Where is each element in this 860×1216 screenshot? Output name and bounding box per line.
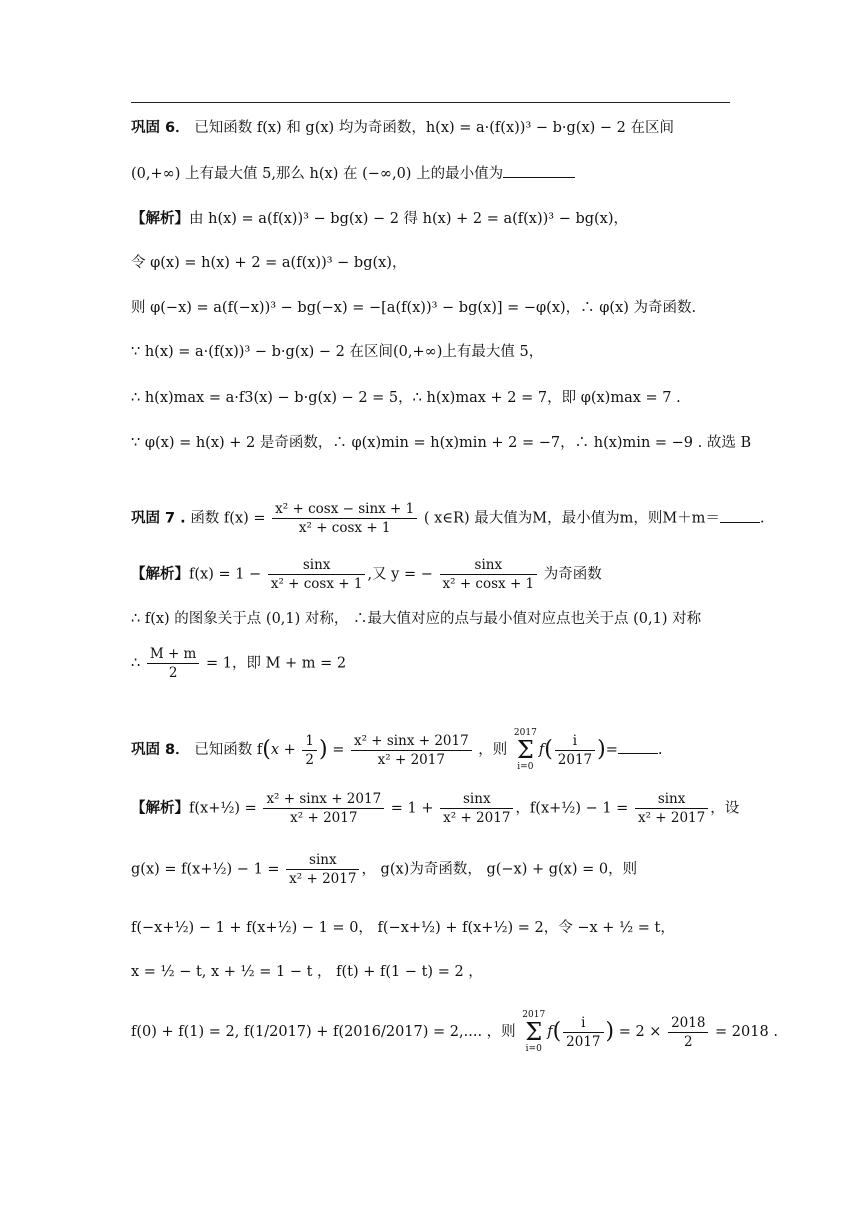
fraction: $\frac{\sin x}{\text{x² + 2017}}$: [286, 851, 359, 888]
problem8-text: 已知函数 f: [194, 742, 263, 758]
solution-text: 为奇函数: [543, 566, 602, 583]
fraction-numerator: 2018: [668, 1014, 708, 1033]
solution-text: ，f(x+½) − 1 =: [515, 800, 629, 817]
problem6-text-line1: 已知函数 f(x) 和 g(x) 均为奇函数，h(x) = a·(f(x))³ − b·g(x) − 2 在区间: [194, 120, 674, 136]
problem7-solution-line2: [131, 608, 701, 630]
problem8-solution-line4: [131, 961, 483, 983]
fraction: [263, 790, 384, 827]
problem6-statement-line1: [131, 117, 674, 139]
solution-text: f(x) = 1 −: [189, 566, 262, 583]
fraction-numerator: x² + cosx − sinx + 1: [272, 500, 417, 519]
problem8-solution-line3: [131, 917, 675, 939]
solution-text: ,又 y = −: [367, 566, 433, 583]
fraction-denominator: 2: [683, 1033, 693, 1050]
problem7-text: ( x∈R) 最大值为M，最小值为m，则M＋m＝: [423, 510, 720, 527]
solution-text: ∴: [131, 655, 141, 672]
fraction: [268, 556, 366, 593]
problem7-solution-line1: [131, 556, 602, 593]
fraction-denominator: x² + 2017: [443, 810, 511, 826]
fraction-numerator: sinx: [440, 556, 538, 575]
problem8-text: =: [605, 742, 618, 758]
fraction-denominator: 2017: [557, 751, 593, 768]
problem6-solution-line6: [131, 432, 751, 454]
fraction: [555, 732, 595, 769]
fraction-denominator: 2017: [566, 1033, 601, 1050]
fraction: [147, 645, 200, 682]
answer-blank[interactable]: [720, 508, 760, 523]
summation: 2017 Σ i=0: [513, 728, 537, 772]
problem8-text: ，则: [478, 742, 508, 758]
fraction-denominator: x² + 2017: [290, 810, 358, 826]
fraction-denominator: 2: [168, 665, 178, 681]
fraction-numerator: i: [555, 732, 595, 751]
fraction: [563, 1014, 603, 1051]
problem6-solution-line2: [131, 252, 406, 274]
fraction-denominator: x² + 2017: [289, 871, 357, 887]
solution-text: 由 h(x) = a(f(x))³ − bg(x) − 2 得 h(x) + 2 = a(f(x))³ − bg(x)，: [189, 211, 629, 227]
solution-label: 【解析】: [131, 566, 189, 583]
solution-text: ∴ f(x) 的图象关于点 (0,1) 对称， ∴最大值对应的点与最小值对应点也关于点 (0,1) 对称: [131, 611, 702, 627]
problem6-solution-line5: [131, 387, 681, 409]
sum-lower-limit: i=0: [517, 762, 534, 772]
fraction: $\frac{\sin x}{\text{x² + 2017}}$: [440, 790, 513, 827]
problem6-solution-line1: [131, 208, 628, 230]
fraction-numerator: sinx: [268, 556, 366, 575]
solution-text: g(x) = f(x+½) − 1 =: [131, 861, 280, 878]
fraction: [440, 556, 538, 593]
answer-blank[interactable]: [503, 163, 575, 178]
solution-text: = 1，即 M + m = 2: [205, 655, 347, 672]
fraction-denominator: x² + 2017: [637, 810, 706, 826]
solution-text: ∴ h(x)max = a·f3(x) − b·g(x) − 2 = 5，∴ h(x)max + 2 = 7，即 φ(x)max = 7 .: [131, 390, 681, 406]
sum-lower-limit: i=0: [525, 1044, 542, 1054]
answer-blank[interactable]: [618, 739, 658, 754]
problem8-solution-line1: [131, 790, 739, 827]
problem7-text: 函数 f(x) =: [190, 510, 266, 527]
problem6-solution-line4: [131, 341, 543, 363]
problem7-statement: 巩固 7 . 函数 f(x) = $\frac{\text{x² + cosx − sinx + 1}}{\text{x² + cosx + 1}}$ ( x∈R) 最大值为M，最小值为m，则M＋m＝ .: [131, 501, 765, 536]
solution-text: 令 φ(x) = h(x) + 2 = a(f(x))³ − bg(x)，: [131, 255, 407, 271]
fraction-numerator: x² + sinx + 2017: [263, 790, 384, 809]
solution-text: ∵ φ(x) = h(x) + 2 是奇函数，∴ φ(x)min = h(x)min + 2 = −7，∴ h(x)min = −9 . 故选 B: [131, 435, 752, 451]
solution-text: = 2 ×: [618, 1024, 662, 1040]
problem6-solution-line3: [131, 297, 696, 319]
problem7-solution-line3: [131, 645, 346, 682]
fraction: [668, 1014, 708, 1051]
fraction-denominator: x² + cosx + 1: [442, 576, 535, 592]
problem8-text: =: [332, 742, 345, 758]
solution-text: f(−x+½) − 1 + f(x+½) − 1 = 0， f(−x+½) + f(x+½) = 2，令 −x + ½ = t，: [131, 920, 675, 936]
fraction-numerator: i: [563, 1014, 603, 1033]
fraction-denominator: x² + cosx + 1: [270, 576, 363, 592]
sum-upper-limit: 2017: [522, 1010, 546, 1020]
fraction-numerator: x² + sinx + 2017: [351, 732, 472, 751]
fraction: [272, 500, 417, 537]
solution-text: f(x+½) =: [189, 800, 257, 817]
fraction: $\frac{\sin x}{\text{x² + 2017}}$: [635, 790, 708, 827]
fraction-one-half: $\frac{1}{2}$: [302, 732, 317, 769]
solution-text: = 1 +: [390, 800, 434, 817]
problem8-solution-line2: [131, 851, 637, 888]
solution-text: = 2018 .: [715, 1024, 778, 1040]
problem8-solution-line5: f(0) + f(1) = 2, f(1/2017) + f(2016/2017) = 2,.... ，则 2017 Σ i=0f( $\frac{i}{2017}$ ) = 2 × $\frac{2018}{2}$ = 2018 .: [131, 1010, 778, 1054]
solution-text: ∵ h(x) = a·(f(x))³ − b·g(x) − 2 在区间(0,+∞)上有最大值 5，: [131, 344, 544, 360]
problem6-title: 巩固 6．: [131, 120, 190, 136]
problem7-title: 巩固 7 .: [131, 510, 186, 527]
solution-text: ， g(x)为奇函数， g(−x) + g(x) = 0，则: [361, 861, 638, 878]
problem8-statement: 巩固 8． 已知函数 f(x + $\frac{1}{2}$ ) = $\frac{\text{x² + sinx + 2017}}{\text{x² + 2017}}$ ，则 2017 Σ i=0f( $\frac{i}{2017}$ )= .: [131, 728, 663, 772]
solution-text: f(0) + f(1) = 2, f(1/2017) + f(2016/2017) = 2,.... ，则: [131, 1024, 516, 1040]
top-rule: [131, 102, 730, 103]
solution-text: 则 φ(−x) = a(f(−x))³ − bg(−x) = −[a(f(x))³ − bg(x)] = −φ(x)，∴ φ(x) 为奇函数.: [131, 300, 697, 316]
solution-text: ，设: [710, 800, 740, 817]
sum-upper-limit: 2017: [513, 728, 537, 738]
solution-label: 【解析】: [131, 211, 189, 227]
solution-text: x = ½ − t, x + ½ = 1 − t ， f(t) + f(1 − t) = 2 ，: [131, 964, 483, 980]
summation: 2017 Σ i=0: [522, 1010, 546, 1054]
problem6-statement-line2: [131, 163, 575, 185]
fraction-denominator: x² + cosx + 1: [298, 520, 391, 536]
fraction-denominator: x² + 2017: [377, 751, 445, 768]
problem6-text-line2: (0,+∞) 上有最大值 5,那么 h(x) 在 (−∞,0) 上的最小值为: [131, 166, 504, 182]
fraction-numerator: M + m: [147, 645, 200, 664]
fraction: [351, 732, 472, 769]
solution-label: 【解析】: [131, 800, 189, 817]
problem8-title: 巩固 8．: [131, 742, 190, 758]
